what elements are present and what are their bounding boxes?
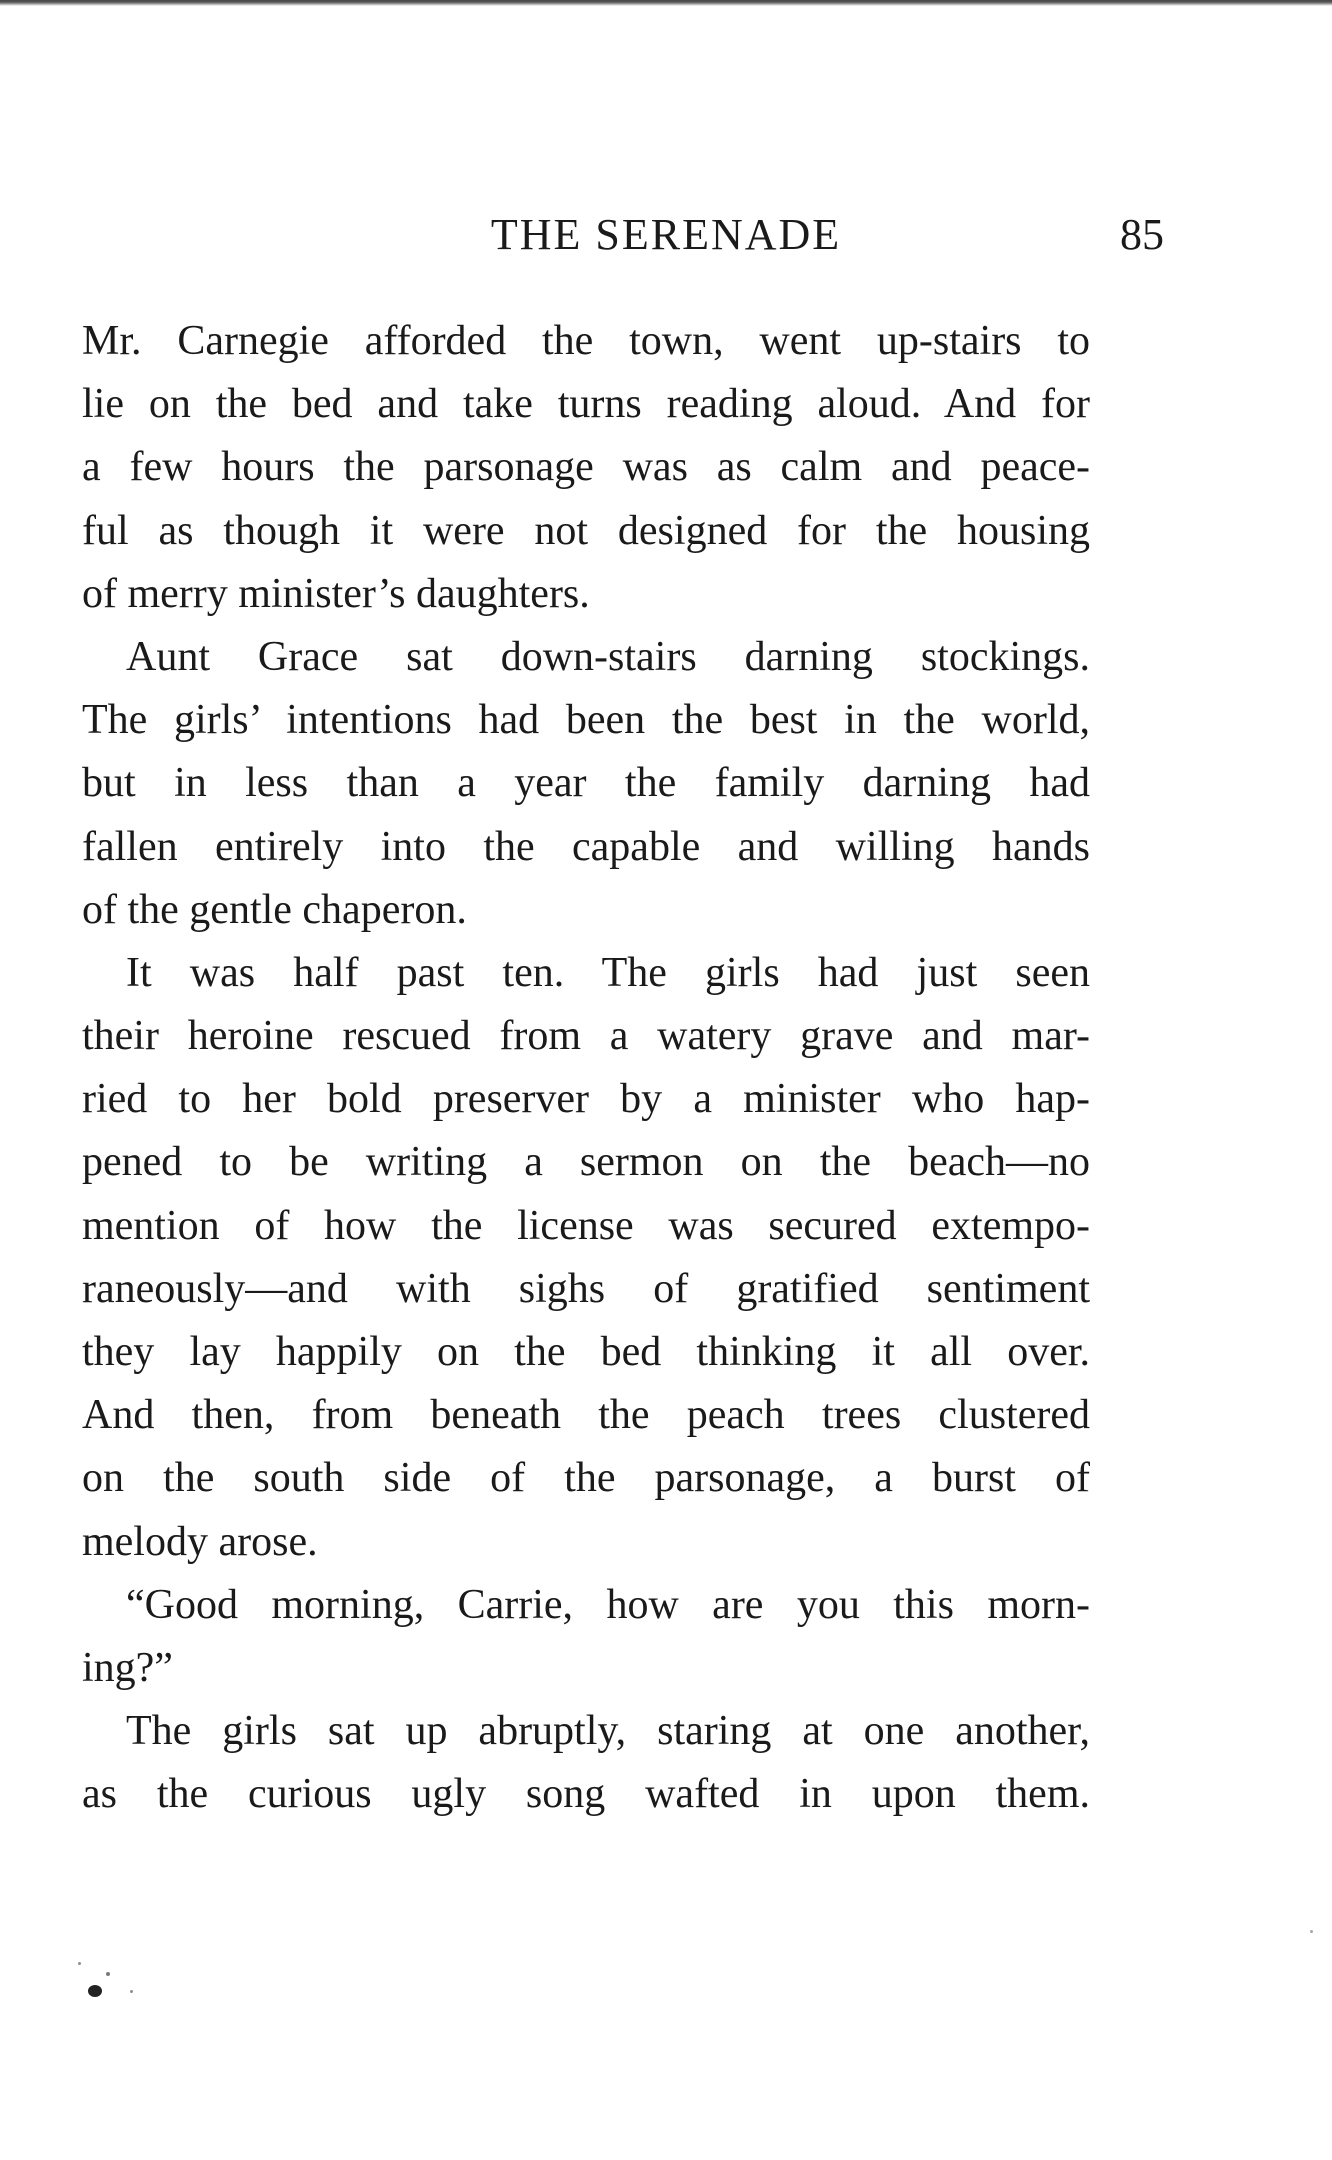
body-text — [82, 310, 1090, 1827]
text-line: And then, from beneath the peach trees clustered — [82, 1392, 1090, 1439]
text-line: of the gentle chaperon. — [82, 886, 467, 933]
text-line: It was half past ten. The girls had just seen — [126, 949, 1090, 996]
text-line: ried to her bold preserver by a minister who hap- — [82, 1076, 1090, 1123]
text-line: fallen entirely into the capable and willing hands — [82, 823, 1090, 870]
ink-speck — [78, 1962, 81, 1965]
ink-speck — [130, 1990, 133, 1993]
text-line: ful as though it were not designed for the housing — [82, 507, 1090, 554]
text-line: Aunt Grace sat down-stairs darning stockings. — [126, 633, 1090, 680]
ink-speck — [1310, 1930, 1313, 1933]
text-line: Mr. Carnegie afforded the town, went up-stairs to — [82, 318, 1090, 364]
text-line: pened to be writing a sermon on the beach—no — [82, 1139, 1090, 1186]
top-edge-rule — [0, 0, 1332, 6]
text-line: mention of how the license was secured extempo- — [82, 1202, 1090, 1249]
running-head — [0, 205, 1332, 265]
text-line: “Good morning, Carrie, how are you this morn- — [126, 1581, 1090, 1628]
text-line: The girls sat up abruptly, staring at one another, — [126, 1708, 1090, 1755]
text-line: ing?” — [82, 1644, 173, 1691]
ink-speck — [88, 1985, 102, 1997]
text-line: melody arose. — [82, 1518, 318, 1565]
text-line: a few hours the parsonage was as calm and peace- — [82, 444, 1090, 491]
page-number: 85 — [1120, 210, 1164, 259]
text-line: of merry minister’s daughters. — [82, 570, 590, 617]
ink-speck — [106, 1972, 110, 1976]
text-line: raneously—and with sighs of gratified sentiment — [82, 1265, 1090, 1312]
running-title: THE SERENADE — [490, 210, 842, 259]
text-line: but in less than a year the family darning had — [82, 760, 1090, 807]
text-line: The girls’ intentions had been the best in the world, — [82, 697, 1090, 744]
text-line: lie on the bed and take turns reading aloud. And for — [82, 381, 1090, 428]
text-line: they lay happily on the bed thinking it all over. — [82, 1329, 1090, 1375]
text-line: as the curious ugly song wafted in upon them. — [82, 1771, 1090, 1818]
text-line: their heroine rescued from a watery grave and mar- — [82, 1013, 1090, 1060]
text-line: on the south side of the parsonage, a burst of — [82, 1455, 1090, 1502]
